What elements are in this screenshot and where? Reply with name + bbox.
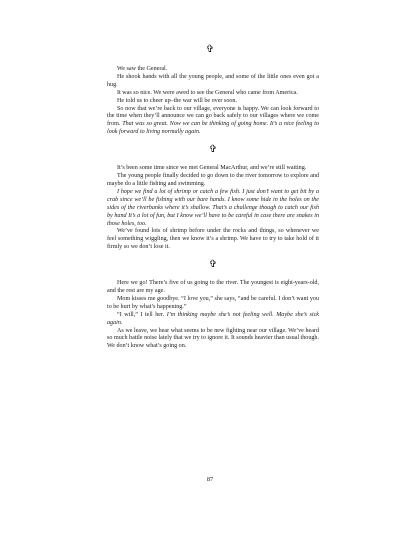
section-1: [107, 66, 319, 137]
paragraph: I hope we find a lot of shrimp or catch a few fish. I just don’t want to get bit by a crab since we’ll be fishing with our bare hands. I know some hide in the holes on the sides of the riverbanks where it’s shallow. That’s a challenge though to catch our fish by hand It’s a lot of fun, but I know we’ll have to be careful in case there are snakes in those holes, too.: [107, 188, 319, 227]
paragraph: We’ve found lots of shrimp before under the rocks and things, so whenever we feel something wiggling, then we know it’s a shrimp. We have to try to take hold of it firmly so we don’t lose it.: [107, 228, 319, 251]
paragraph: He told us to cheer up–the war will be over soon.: [117, 97, 237, 104]
paragraph: “I will,” I tell her. I’m thinking maybe she’s not feeling well. Maybe she’s sick again.: [107, 311, 319, 326]
cross-ornament-icon: ✞: [205, 44, 215, 55]
cross-ornament-icon: ✞: [208, 144, 218, 156]
body-text: [107, 66, 319, 351]
cross-ornament-icon: ✞: [208, 259, 218, 271]
page-number: 87: [206, 476, 214, 483]
paragraph: The young people finally decided to go down to the river tomorrow to explore and maybe do a little fishing and swimming.: [107, 173, 319, 187]
paragraph: Mom kisses me goodbye. “I love you,” she says, “and be careful. I don’t want you to be hurt by what’s happening.”: [107, 295, 319, 310]
paragraph: He shook hands with all the young people, and some of the little ones even got a hug.: [107, 73, 319, 88]
section-2: [107, 165, 319, 252]
paragraph: It’s been some time since we met General MacArthur, and we’re still waiting.: [117, 165, 307, 172]
paragraph: It was so nice. We were awed to see the General who came from America.: [117, 89, 298, 96]
paragraph: As we leave, we hear what seems to be new fighting near our village. We’ve heard so much battle noise lately that we try to ignore it. It sounds heavier than usual though. We don’t know what’s going on.: [107, 327, 319, 350]
paragraph: Here we go! There’s five of us going to the river. The youngest is eight-years-old, and the rest are my age.: [107, 280, 319, 295]
paragraph: So now that we’re back to our village, everyone is happy. We can look forward to the time when they’ll announce we can go back safely to our villages where we come from. That was so great. Now we can be thinking of going home. It’s a nice feeling to look forward to living normally again.: [107, 105, 319, 136]
section-3: [107, 280, 319, 351]
paragraph: We saw the General.: [117, 66, 168, 72]
